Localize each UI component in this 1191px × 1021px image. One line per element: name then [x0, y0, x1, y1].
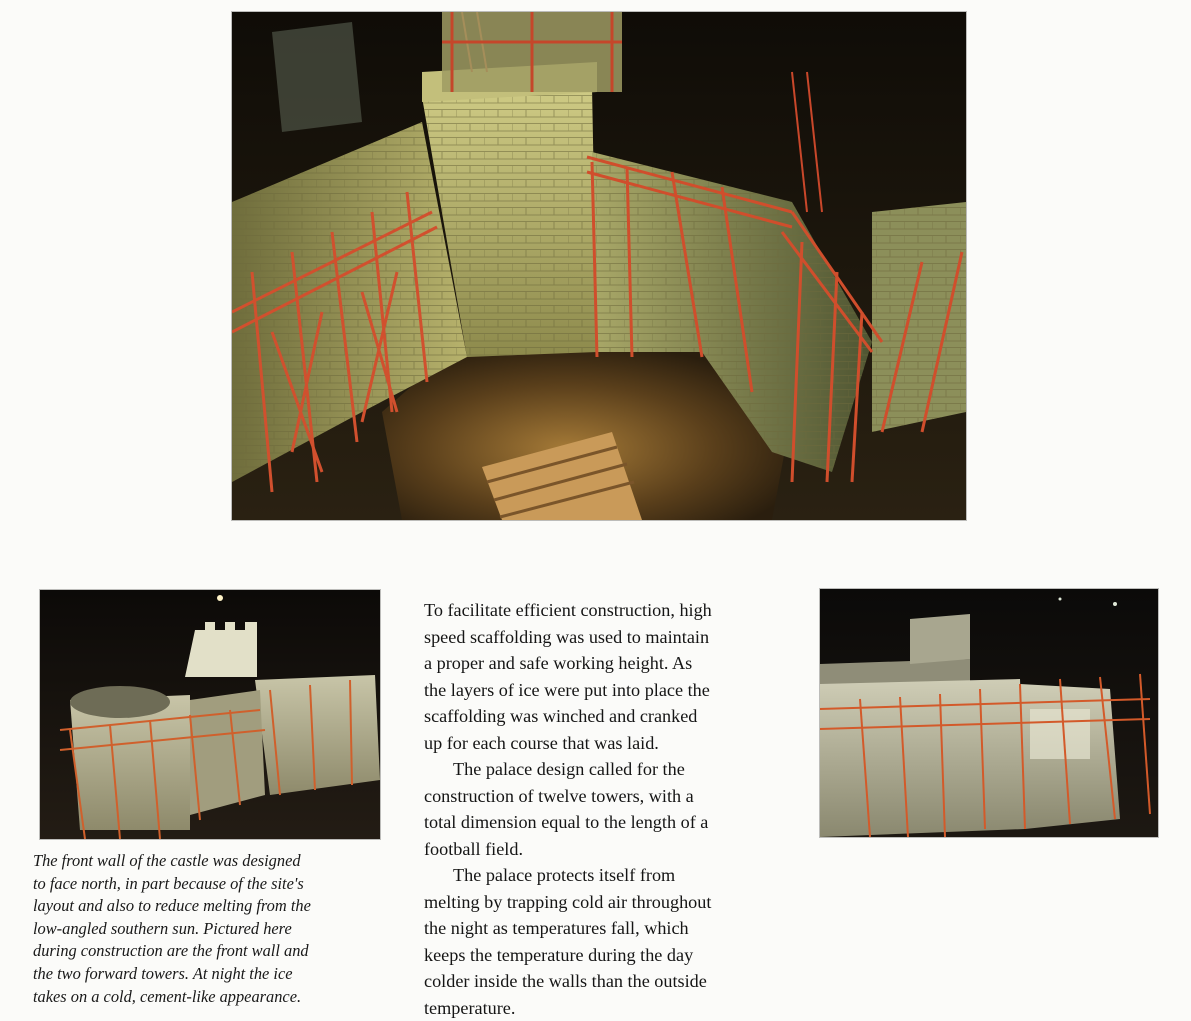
article-body: [424, 597, 784, 1021]
photo-tower-interior-scaffolding: [232, 12, 966, 520]
body-paragraph-1: To facilitate efficient construction, high speed scaffolding was used to maintain a proper and safe working height. As the layers of ice were put into place the scaffolding was winched and cranked up for each course that was laid.: [424, 600, 712, 753]
photo-caption: The front wall of the castle was designed to face north, in part because of the site's layout and also to reduce melting from the low-angled southern sun. Pictured here during construction are the front wall and the two forward towers. At night the ice takes on a cold, cement-like appearance.: [33, 851, 311, 1006]
body-paragraph-2: The palace design called for the construction of twelve towers, with a total dimension equal to the length of a football field.: [424, 759, 709, 859]
photo-front-wall-and-forward-towers: [40, 590, 380, 839]
photo-front-wall-illustration: [40, 590, 380, 839]
photo-tower-interior-illustration: [232, 12, 966, 520]
body-paragraph-3: The palace protects itself from melting by trapping cold air throughout the night as temperatures fall, which keeps the temperature during the day colder inside the walls than the outside temperature.: [424, 865, 712, 1018]
photo-castle-towers-construction: [820, 589, 1158, 837]
photo-castle-towers-illustration: [820, 589, 1158, 837]
